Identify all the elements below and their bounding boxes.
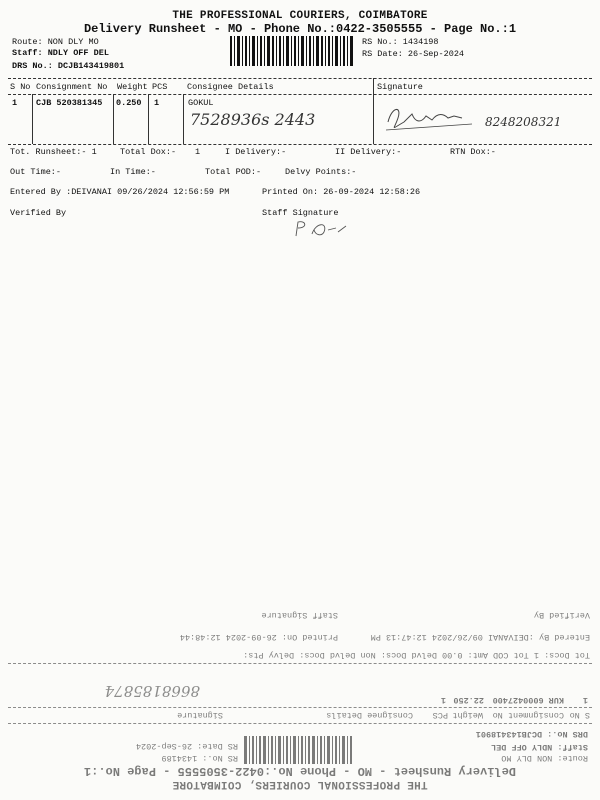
row-sno: 1 [12, 98, 18, 108]
row-pcs: 1 [154, 98, 160, 108]
col-sno: S No [10, 82, 31, 92]
inverted-subtitle: Delivery Runsheet - MO - Phone No.:0422-3505555 - Page No.:1 [83, 764, 517, 778]
inverted-handwritten: 8668185874 [104, 682, 200, 700]
i-delivery: I Delivery:- [225, 147, 287, 157]
inverted-company-title: THE PROFESSIONAL COURIERS, COIMBATORE [172, 778, 428, 790]
inverted-col-sno: S No [569, 710, 590, 720]
handwritten-phone: 7528936s 2443 [190, 110, 316, 129]
route-label: Route: NON DLY MO [12, 37, 99, 47]
entered-by: Entered By :DEIVANAI 09/26/2024 12:56:59 PM [10, 187, 230, 197]
total-dox-label: Total Dox:- [120, 147, 177, 157]
inverted-printed-on: Printed On: 26-09-2024 12:48:44 [179, 632, 338, 642]
inverted-rs-number: RS No.: 1434189 [161, 753, 238, 763]
inverted-col-signature: Signature [177, 710, 223, 720]
col-signature: Signature [377, 82, 423, 92]
inverted-col-consignee: Consignee Details [326, 710, 413, 720]
inverted-entered-by: Entered By :DEIVANAI 09/26/2024 12:47:13 PM [370, 632, 590, 642]
inverted-col-consignment: Consignment No [492, 710, 564, 720]
drs-number: DRS No.: DCJB143419801 [12, 61, 125, 71]
tot-runsheet: Tot. Runsheet:- 1 [10, 147, 97, 157]
inverted-row-sno: 1 [582, 695, 588, 705]
inverted-barcode [242, 736, 352, 764]
inverted-col-weight: Weight [452, 710, 483, 720]
runsheet-subtitle: Delivery Runsheet - MO - Phone No.:0422-3505555 - Page No.:1 [83, 22, 517, 36]
col-consignment: Consignment No [36, 82, 108, 92]
inverted-row-consignment: KUR 6000427400 [492, 695, 564, 705]
col-consignee: Consignee Details [187, 82, 274, 92]
in-time: In Time:- [110, 167, 156, 177]
total-pod: Total POD:- [205, 167, 262, 177]
inverted-row-pcs: 1 [440, 695, 446, 705]
row-consignment: CJB 520381345 [36, 98, 103, 108]
inverted-divider [8, 663, 592, 664]
staff-label: Staff: NDLY OFF DEL [12, 48, 109, 58]
printed-on: Printed On: 26-09-2024 12:58:26 [262, 187, 421, 197]
inverted-staff-signature: Staff Signature [261, 610, 338, 620]
inverted-divider [8, 707, 592, 708]
inverted-col-pcs: PCS [432, 710, 448, 720]
rs-date: RS Date: 26-Sep-2024 [362, 49, 465, 59]
inverted-route: Route: NON DLY MO [501, 753, 588, 763]
total-dox-value: 1 [195, 147, 201, 157]
verified-by: Verified By [10, 208, 67, 218]
rs-number: RS No.: 1434198 [362, 37, 439, 47]
row-weight: 0.250 [116, 98, 142, 108]
handwritten-sig-phone: 8248208321 [485, 115, 562, 129]
staff-signature-label: Staff Signature [262, 208, 339, 218]
col-pcs: PCS [152, 82, 168, 92]
rtn-dox: RTN Dox:- [450, 147, 496, 157]
inverted-tot-docs: Tot Docs: 1 Tot COD Amt: 0.00 Delvd Docs: Non Delvd Docs: Delvy Pts: [243, 650, 590, 660]
col-weight: Weight [117, 82, 148, 92]
delvy-points: Delvy Points:- [285, 167, 357, 177]
inverted-divider [8, 723, 592, 724]
row-consignee: GOKUL [188, 98, 214, 108]
inverted-drs: DRS No.: DCJB143418901 [475, 729, 588, 739]
company-title: THE PROFESSIONAL COURIERS, COIMBATORE [172, 10, 428, 22]
out-time: Out Time:- [10, 167, 62, 177]
inverted-verified-by: Verified By [533, 610, 590, 620]
inverted-rs-date: RS Date: 26-Sep-2024 [135, 741, 238, 751]
inverted-staff: Staff: NDLY OFF DEL [491, 742, 588, 752]
ii-delivery: II Delivery:- [335, 147, 402, 157]
inverted-row-weight: 22.250 [453, 695, 484, 705]
